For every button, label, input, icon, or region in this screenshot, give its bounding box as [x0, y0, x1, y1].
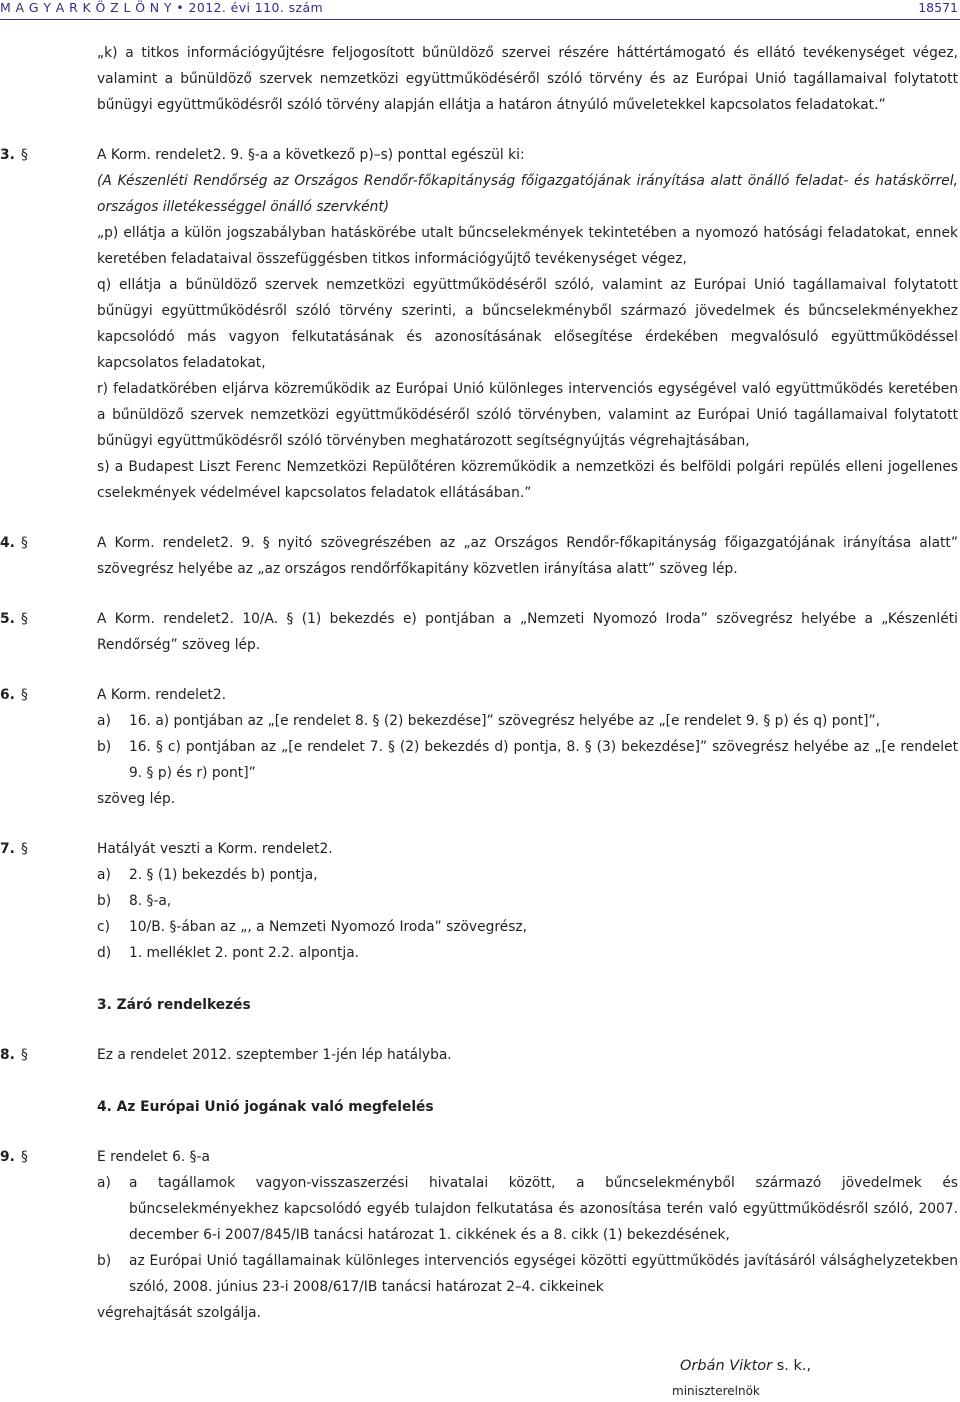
point-s: s) a Budapest Liszt Ferenc Nemzetközi Repülőtéren közreműködik a nemzetközi és belföldi polgári repülés elleni jogellenes cselekmények védelmével kapcsolatos feladatok ellátásában.” — [97, 459, 958, 501]
section-4-text: A Korm. rendelet2. 9. § nyitó szövegrészében az „az Országos Rendőr-főkapitányság főigazgatójának irányítása alatt” szövegrész helyébe az „az országos rendőrfőkapitány közvetlen irányítása alatt” szöveg lép. — [97, 535, 958, 577]
section-7-lead: Hatályát veszti a Korm. rendelet2. — [97, 841, 333, 857]
page-header — [0, 0, 960, 16]
signatory-name: Orbán Viktor — [680, 1358, 773, 1374]
list-item-a — [97, 862, 958, 888]
point-q: q) ellátja a bűnüldöző szervek nemzetközi együttműködéséről szóló, valamint az Európai Unió tagállamaival folytatott bűnügyi együttműködésről szóló törvény szerinti, a bűncselekményből származó jövedelmek és bűncselekményekhez kapcsolódó más vagyon felkutatásának és azonosításának elősegítése érdekében megvalósuló együttműködéssel kapcsolatos feladatokat, — [97, 277, 958, 371]
section-sign: § — [21, 147, 28, 163]
page-number: 18571 — [918, 0, 958, 15]
heading-closing-provisions: 3. Záró rendelkezés — [97, 997, 251, 1013]
section-6-tail: szöveg lép. — [97, 791, 176, 807]
header-rule — [0, 19, 960, 20]
section-4 — [0, 530, 958, 582]
section-9-lead: E rendelet 6. §-a — [97, 1149, 210, 1165]
section-7 — [0, 836, 958, 966]
signatory-suffix: s. k., — [772, 1358, 812, 1374]
section-8-text: Ez a rendelet 2012. szeptember 1-jén lép hatályba. — [97, 1047, 452, 1063]
section-5 — [0, 606, 958, 658]
list-label: b) — [97, 1253, 112, 1269]
section-number: 8. — [0, 1047, 15, 1063]
list-item-a — [97, 1170, 958, 1248]
list-item-d — [97, 940, 958, 966]
point-r: r) feladatkörében eljárva közreműködik az Európai Unió különleges intervenciós egységével való együttműködés keretében a bűnüldöző szervek nemzetközi együttműködéséről szóló törvényben, valamint az Európai Unió tagállamaival folytatott bűnügyi együttműködésről szóló törvényben meghatározott segítségnyújtás végrehajtásában, — [97, 381, 958, 449]
section-9 — [0, 1144, 958, 1326]
list-label: a) — [97, 1175, 111, 1191]
signature — [680, 1358, 811, 1374]
list-text: 16. § c) pontjában az „[e rendelet 7. § (2) bekezdés d) pontja, 8. § (3) bekezdése]” szövegrész helyébe az „[e rendelet 9. § p) és r) pont]” — [129, 739, 958, 781]
list-text: 1. melléklet 2. pont 2.2. alpontja. — [129, 945, 360, 961]
list-item-b — [97, 888, 958, 914]
list-text: 8. §-a, — [129, 893, 172, 909]
section-6 — [0, 682, 958, 812]
section-number: 3. — [0, 147, 15, 163]
heading-eu-compliance: 4. Az Európai Unió jogának való megfelelés — [97, 1099, 434, 1115]
list-label: b) — [97, 893, 112, 909]
point-p: „p) ellátja a külön jogszabályban hatáskörébe utalt bűncselekmények tekintetében a nyomozó hatósági feladatokat, ennek keretében feladataival összefüggésben titkos információgyűjtő tevékenységet végez, — [97, 225, 958, 267]
section-number: 4. — [0, 535, 15, 551]
list-label: a) — [97, 713, 111, 729]
list-label: c) — [97, 919, 110, 935]
section-sign: § — [21, 1047, 28, 1063]
section-number: 9. — [0, 1149, 15, 1165]
list-label: b) — [97, 739, 112, 755]
list-text: a tagállamok vagyon-visszaszerzési hivatalai között, a bűncselekményből származó jövedelmek és bűncselekményekhez kapcsolódó egyéb tulajdon felkutatása és azonosítása terén való együttműködésről szóló, 2007. december 6-i 2007/845/IB tanácsi határozat 1. cikkének és a 8. cikk (1) bekezdésének, — [129, 1175, 958, 1243]
list-item-b — [97, 734, 958, 786]
section-number: 7. — [0, 841, 15, 857]
list-text: 2. § (1) bekezdés b) pontja, — [129, 867, 318, 883]
list-item-c — [97, 914, 958, 940]
section-3-lead: A Korm. rendelet2. 9. §-a a következő p)–s) ponttal egészül ki: — [97, 147, 525, 163]
intro-paragraph: „k) a titkos információgyűjtésre feljogosított bűnüldöző szervei részére háttértámogató és ellátó tevékenységet végez, valamint a bűnüldöző szervek nemzetközi együttműködéséről szóló törvény és az Európai Unió tagállamaival folytatott bűnügyi együttműködésről szóló törvény alapján ellátja a határon átnyúló műveletekkel kapcsolatos feladatokat.” — [97, 45, 958, 113]
list-item-a — [97, 708, 958, 734]
document-body — [0, 40, 958, 1326]
section-number: 6. — [0, 687, 15, 703]
section-9-tail: végrehajtását szolgálja. — [97, 1305, 262, 1321]
section-3 — [0, 142, 958, 506]
list-text: 10/B. §-ában az „, a Nemzeti Nyomozó Iroda” szövegrész, — [129, 919, 528, 935]
signatory-title: miniszterelnök — [672, 1384, 760, 1398]
list-label: d) — [97, 945, 112, 961]
section-number: 5. — [0, 611, 15, 627]
section-3-italic-context: (A Készenléti Rendőrség az Országos Rendőr-főkapitányság főigazgatójának irányítása alatt önálló feladat- és hatáskörrel, országos illetékességgel önálló szervként) — [97, 173, 958, 215]
section-sign: § — [21, 611, 28, 627]
list-text: az Európai Unió tagállamainak különleges intervenciós egységei közötti együttműködés javításáról válsághelyzetekben szóló, 2008. június 23-i 2008/617/IB tanácsi határozat 2–4. cikkeinek — [129, 1253, 958, 1295]
section-sign: § — [21, 687, 28, 703]
section-5-text: A Korm. rendelet2. 10/A. § (1) bekezdés e) pontjában a „Nemzeti Nyomozó Iroda” szövegrész helyébe a „Készenléti Rendőrség” szöveg lép. — [97, 611, 958, 653]
section-sign: § — [21, 1149, 28, 1165]
journal-title: M A G Y A R K Ö Z L Ö N Y • 2012. évi 110. szám — [0, 0, 324, 15]
section-sign: § — [21, 841, 28, 857]
section-8 — [0, 1042, 958, 1068]
section-6-lead: A Korm. rendelet2. — [97, 687, 227, 703]
list-item-b — [97, 1248, 958, 1300]
list-label: a) — [97, 867, 111, 883]
section-sign: § — [21, 535, 28, 551]
list-text: 16. a) pontjában az „[e rendelet 8. § (2) bekezdése]” szövegrész helyébe az „[e rendelet 9. § p) és q) pont]”, — [129, 713, 881, 729]
